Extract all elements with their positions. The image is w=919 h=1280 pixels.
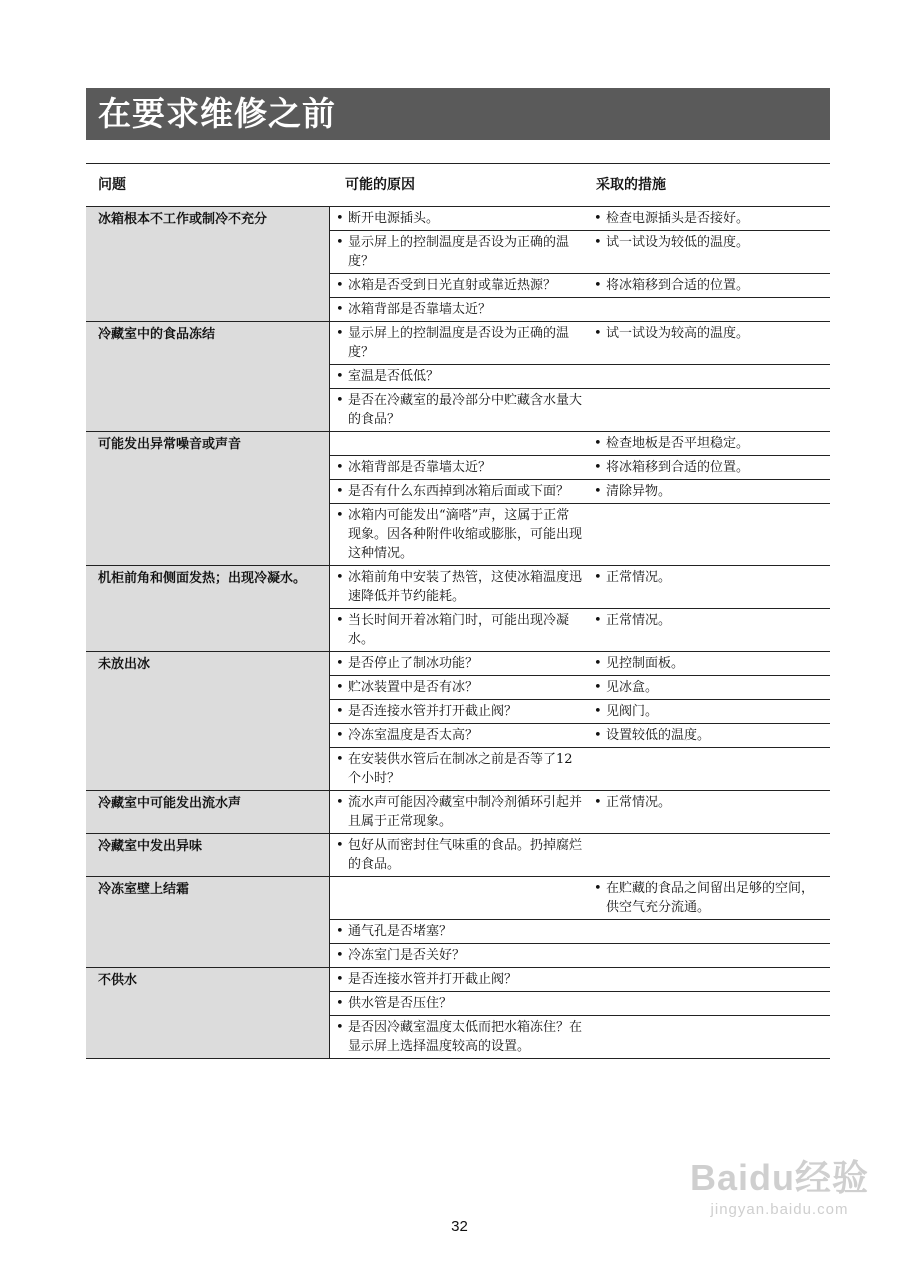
cause-cell [330, 504, 588, 565]
problem-cell: 机柜前角和侧面发热；出现冷凝水。 [86, 566, 329, 651]
cause-cell-text: 显示屏上的控制温度是否设为正确的温度？ [348, 235, 570, 269]
cause-cell [330, 1016, 588, 1058]
cause-cell [330, 389, 588, 431]
table-row [330, 747, 830, 790]
cause-cell-text: 贮冰装置中是否有冰？ [348, 680, 479, 695]
action-cell [588, 322, 830, 364]
cause-cell [330, 968, 588, 991]
action-cell [588, 432, 830, 455]
table-row [330, 652, 830, 675]
cause-cell-text: 冰箱背部是否靠墙太近？ [348, 302, 492, 317]
bullet-marker: • [336, 752, 344, 767]
cause-cell [330, 480, 588, 503]
problem-group [86, 791, 830, 834]
action-cell-text: 清除异物。 [606, 484, 672, 499]
bullet-marker: • [594, 460, 602, 475]
cause-action-rows [329, 322, 830, 431]
table-row [330, 791, 830, 833]
bullet-marker: • [594, 326, 602, 341]
action-cell [588, 609, 830, 651]
problem-cell: 不供水 [86, 968, 329, 1058]
cause-cell [330, 791, 588, 833]
cause-cell-text: 在安装供水管后在制冰之前是否等了12个小时？ [348, 752, 573, 786]
problem-cell: 可能发出异常噪音或声音 [86, 432, 329, 565]
table-header [86, 163, 830, 207]
cause-cell [330, 944, 588, 967]
cause-cell [330, 748, 588, 790]
action-cell [588, 834, 830, 876]
table-row [330, 455, 830, 479]
cause-cell-text: 冰箱是否受到日光直射或靠近热源？ [348, 278, 557, 293]
cause-cell-text: 是否连接水管并打开截止阀？ [348, 704, 518, 719]
bullet-marker: • [336, 972, 344, 987]
action-cell [588, 298, 830, 321]
cause-cell-text: 显示屏上的控制温度是否设为正确的温度？ [348, 326, 570, 360]
bullet-marker: • [594, 728, 602, 743]
cause-action-rows [329, 432, 830, 565]
action-cell [588, 456, 830, 479]
cause-action-rows [329, 652, 830, 790]
bullet-marker: • [336, 680, 344, 695]
table-row [330, 1015, 830, 1058]
problem-group [86, 322, 830, 432]
table-body [86, 207, 830, 1059]
action-cell [588, 968, 830, 991]
bullet-marker: • [336, 838, 344, 853]
cause-cell [330, 298, 588, 321]
cause-cell [330, 322, 588, 364]
action-cell [588, 748, 830, 790]
header-problem: 问题 [98, 177, 126, 193]
cause-cell [330, 274, 588, 297]
cause-cell-text: 是否在冷藏室的最冷部分中贮藏含水量大的食品？ [348, 393, 583, 427]
table-row [330, 297, 830, 321]
table-row [330, 566, 830, 608]
problem-group [86, 834, 830, 877]
bullet-marker: • [336, 508, 344, 523]
table-row [330, 503, 830, 565]
cause-cell [330, 365, 588, 388]
bullet-marker: • [336, 326, 344, 341]
bullet-marker: • [336, 484, 344, 499]
bullet-marker: • [336, 704, 344, 719]
action-cell [588, 365, 830, 388]
cause-cell-text: 是否有什么东西掉到冰箱后面或下面？ [348, 484, 570, 499]
action-cell-text: 正常情况。 [606, 570, 672, 585]
table-row [330, 877, 830, 919]
troubleshooting-table [86, 163, 830, 1059]
bullet-marker: • [336, 1020, 344, 1035]
problem-cell: 未放出冰 [86, 652, 329, 790]
table-row [330, 432, 830, 455]
bullet-marker: • [336, 278, 344, 293]
action-cell [588, 920, 830, 943]
cause-action-rows [329, 207, 830, 321]
table-row [330, 919, 830, 943]
bullet-marker: • [336, 369, 344, 384]
bullet-marker: • [594, 881, 602, 896]
action-cell [588, 791, 830, 833]
action-cell-text: 将冰箱移到合适的位置。 [606, 460, 750, 475]
cause-cell-text: 室温是否低低？ [348, 369, 440, 384]
table-row [330, 364, 830, 388]
problem-cell: 冷冻室壁上结霜 [86, 877, 329, 967]
bullet-marker: • [336, 795, 344, 810]
cause-cell-text: 通气孔是否堵塞？ [348, 924, 453, 939]
header-action: 采取的措施 [596, 177, 666, 193]
cause-action-rows [329, 968, 830, 1058]
cause-cell [330, 432, 588, 455]
action-cell [588, 566, 830, 608]
bullet-marker: • [594, 570, 602, 585]
cause-cell-text: 包好从而密封住气味重的食品。扔掉腐烂的食品。 [348, 838, 583, 872]
action-cell [588, 724, 830, 747]
cause-cell [330, 456, 588, 479]
action-cell-text: 检查电源插头是否接好。 [606, 211, 750, 226]
bullet-marker: • [336, 948, 344, 963]
bullet-marker: • [594, 704, 602, 719]
bullet-marker: • [594, 613, 602, 628]
action-cell [588, 480, 830, 503]
table-row [330, 943, 830, 967]
bullet-marker: • [336, 996, 344, 1011]
action-cell-text: 正常情况。 [606, 613, 672, 628]
bullet-marker: • [336, 570, 344, 585]
bullet-marker: • [594, 680, 602, 695]
bullet-marker: • [594, 484, 602, 499]
problem-group [86, 877, 830, 968]
bullet-marker: • [594, 656, 602, 671]
action-cell-text: 见控制面板。 [606, 656, 685, 671]
table-row [330, 230, 830, 273]
action-cell [588, 389, 830, 431]
action-cell-text: 设置较低的温度。 [606, 728, 711, 743]
bullet-marker: • [336, 460, 344, 475]
cause-action-rows [329, 834, 830, 876]
action-cell [588, 274, 830, 297]
header-cause: 可能的原因 [345, 177, 415, 193]
cause-cell-text: 是否停止了制冰功能？ [348, 656, 479, 671]
table-row [330, 388, 830, 431]
cause-cell [330, 231, 588, 273]
watermark-logo: Baidu经验 [689, 1157, 869, 1198]
watermark [690, 1150, 869, 1218]
cause-cell [330, 207, 588, 230]
table-row [330, 968, 830, 991]
problem-group [86, 432, 830, 566]
table-row [330, 834, 830, 876]
problem-cell: 冰箱根本不工作或制冷不充分 [86, 207, 329, 321]
bullet-marker: • [594, 235, 602, 250]
cause-cell-text: 冰箱背部是否靠墙太近？ [348, 460, 492, 475]
bullet-marker: • [336, 302, 344, 317]
action-cell [588, 944, 830, 967]
cause-cell [330, 652, 588, 675]
action-cell-text: 在贮藏的食品之间留出足够的空间，供空气充分流通。 [606, 881, 815, 915]
action-cell [588, 231, 830, 273]
bullet-marker: • [594, 795, 602, 810]
table-row [330, 991, 830, 1015]
cause-action-rows [329, 791, 830, 833]
cause-cell [330, 724, 588, 747]
cause-cell-text: 流水声可能因冷藏室中制冷剂循环引起并且属于正常现象。 [348, 795, 583, 829]
action-cell [588, 1016, 830, 1058]
action-cell-text: 见冰盒。 [606, 680, 659, 695]
problem-cell: 冷藏室中发出异味 [86, 834, 329, 876]
cause-cell [330, 676, 588, 699]
problem-group [86, 566, 830, 652]
table-row [330, 479, 830, 503]
action-cell [588, 700, 830, 723]
table-row [330, 699, 830, 723]
action-cell-text: 见阀门。 [606, 704, 659, 719]
bullet-marker: • [594, 211, 602, 226]
action-cell [588, 652, 830, 675]
cause-cell-text: 冰箱前角中安装了热管，这使冰箱温度迅速降低并节约能耗。 [348, 570, 583, 604]
bullet-marker: • [594, 278, 602, 293]
bullet-marker: • [336, 924, 344, 939]
problem-cell: 冷藏室中的食品冻结 [86, 322, 329, 431]
problem-cell: 冷藏室中可能发出流水声 [86, 791, 329, 833]
bullet-marker: • [336, 235, 344, 250]
bullet-marker: • [336, 211, 344, 226]
cause-action-rows [329, 566, 830, 651]
action-cell [588, 992, 830, 1015]
cause-action-rows [329, 877, 830, 967]
cause-cell [330, 700, 588, 723]
cause-cell-text: 冰箱内可能发出“滴嗒”声，这属于正常现象。因各种附件收缩或膨胀，可能出现这种情况。 [348, 508, 583, 561]
action-cell [588, 504, 830, 565]
cause-cell-text: 冷冻室温度是否太高？ [348, 728, 479, 743]
problem-group [86, 652, 830, 791]
action-cell-text: 试一试设为较低的温度。 [606, 235, 750, 250]
action-cell-text: 正常情况。 [606, 795, 672, 810]
cause-cell-text: 断开电源插头。 [348, 211, 440, 226]
action-cell-text: 试一试设为较高的温度。 [606, 326, 750, 341]
cause-cell [330, 992, 588, 1015]
bullet-marker: • [336, 728, 344, 743]
cause-cell-text: 是否连接水管并打开截止阀？ [348, 972, 518, 987]
table-row [330, 273, 830, 297]
bullet-marker: • [336, 393, 344, 408]
bullet-marker: • [336, 656, 344, 671]
action-cell [588, 207, 830, 230]
cause-cell-text: 冷冻室门是否关好？ [348, 948, 466, 963]
page-number: 32 [451, 1218, 468, 1235]
table-row [330, 608, 830, 651]
cause-cell [330, 566, 588, 608]
table-row [330, 207, 830, 230]
action-cell-text: 检查地板是否平坦稳定。 [606, 436, 750, 451]
page-title: 在要求维修之前 [86, 88, 830, 140]
bullet-marker: • [336, 613, 344, 628]
cause-cell [330, 920, 588, 943]
table-row [330, 675, 830, 699]
problem-group [86, 207, 830, 322]
problem-group [86, 968, 830, 1059]
table-row [330, 322, 830, 364]
cause-cell-text: 是否因冷藏室温度太低而把水箱冻住？在显示屏上选择温度较高的设置。 [348, 1020, 583, 1054]
bullet-marker: • [594, 436, 602, 451]
action-cell [588, 877, 830, 919]
cause-cell-text: 当长时间开着冰箱门时，可能出现冷凝水。 [348, 613, 570, 647]
cause-cell [330, 609, 588, 651]
table-row [330, 723, 830, 747]
action-cell-text: 将冰箱移到合适的位置。 [606, 278, 750, 293]
cause-cell-text: 供水管是否压住？ [348, 996, 453, 1011]
cause-cell [330, 834, 588, 876]
action-cell [588, 676, 830, 699]
watermark-url: jingyan.baidu.com [710, 1201, 849, 1218]
cause-cell [330, 877, 588, 919]
